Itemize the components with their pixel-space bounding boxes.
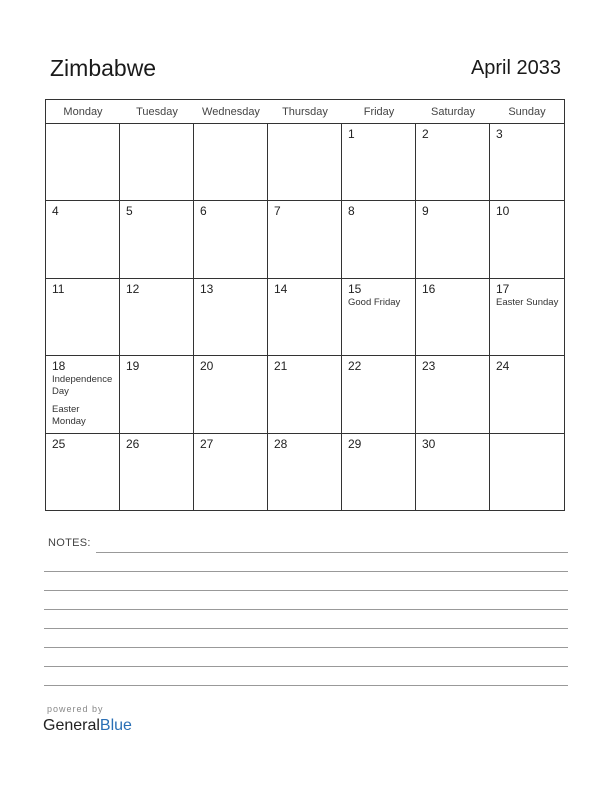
day-number: 26 [126,436,140,451]
day-number: 15 [348,281,362,296]
day-cell [46,434,120,511]
day-number: 20 [200,359,214,374]
day-number: 21 [274,359,288,374]
holiday-label: Easter Monday [52,404,86,428]
day-number: 5 [126,204,133,219]
day-number: 11 [52,281,65,296]
day-number: 10 [496,204,510,219]
notes-line [44,647,568,648]
brand-general-text: General [43,717,100,734]
day-number: 28 [274,436,288,451]
day-cell [342,356,416,433]
day-number: 8 [348,204,355,219]
day-cell [46,201,120,278]
day-number: 23 [422,359,436,374]
day-cell [194,124,268,201]
day-cell [194,279,268,356]
day-number: 25 [52,436,66,451]
day-number: 24 [496,359,510,374]
day-cell [416,356,490,433]
day-number: 17 [496,281,510,296]
day-cell [416,434,490,511]
notes-line [44,609,568,610]
day-cell [120,124,194,201]
brand-blue-text: Blue [99,717,132,734]
day-cell [120,201,194,278]
day-cell [342,279,416,356]
day-number: 6 [200,204,207,219]
day-cell [194,356,268,433]
weekday-label: Thursday [282,106,328,118]
day-cell [46,124,120,201]
day-cell [268,434,342,511]
holiday-label: Good Friday [348,296,401,308]
day-cell [268,201,342,278]
weekday-header-row [46,100,564,124]
month-year-title: April 2033 [470,57,561,79]
day-cell [416,124,490,201]
day-cell [46,356,120,433]
day-cell [268,124,342,201]
day-cell [194,201,268,278]
notes-line [44,571,568,572]
day-number: 16 [422,281,436,296]
day-cell [120,356,194,433]
day-number: 9 [422,204,429,219]
holiday-label: Easter Sunday [496,296,559,308]
day-number: 3 [496,127,503,141]
weekday-label: Wednesday [202,106,260,118]
day-cell [120,434,194,511]
country-title: Zimbabwe [50,55,157,81]
weekday-label: Monday [63,106,103,118]
notes-line [44,685,568,686]
weekday-label: Tuesday [136,106,178,118]
day-number: 13 [200,281,214,296]
day-number: 22 [348,359,362,374]
day-cell [416,201,490,278]
notes-label: NOTES: [48,537,91,549]
day-number: 14 [274,281,288,296]
holiday-label: Independence Day [52,374,113,398]
day-number: 12 [126,281,140,296]
day-grid [46,124,564,511]
day-number: 29 [348,436,362,451]
weekday-label: Friday [363,106,395,118]
day-cell [342,434,416,511]
notes-line [44,628,568,629]
calendar-grid [45,99,565,511]
day-cell [342,124,416,201]
day-cell [490,201,564,278]
day-cell [268,356,342,433]
day-cell [120,279,194,356]
notes-line [44,590,568,591]
day-cell [268,279,342,356]
day-number: 18 [52,359,66,374]
day-cell [194,434,268,511]
day-cell [416,279,490,356]
day-cell [490,279,564,356]
generalblue-logo [43,717,132,735]
day-number: 2 [422,127,429,141]
day-cell [490,434,564,511]
day-cell [490,356,564,433]
day-number: 1 [348,127,355,141]
powered-by-text: powered by [47,704,104,714]
notes-line [96,552,568,553]
day-number: 7 [274,204,281,219]
day-cell [490,124,564,201]
notes-line [44,666,568,667]
weekday-label: Sunday [508,106,546,118]
day-cell [46,279,120,356]
day-number: 30 [422,436,436,451]
day-number: 19 [126,359,140,374]
day-number: 27 [200,436,214,451]
day-cell [342,201,416,278]
day-number: 4 [52,204,59,219]
weekday-label: Saturday [430,106,476,118]
